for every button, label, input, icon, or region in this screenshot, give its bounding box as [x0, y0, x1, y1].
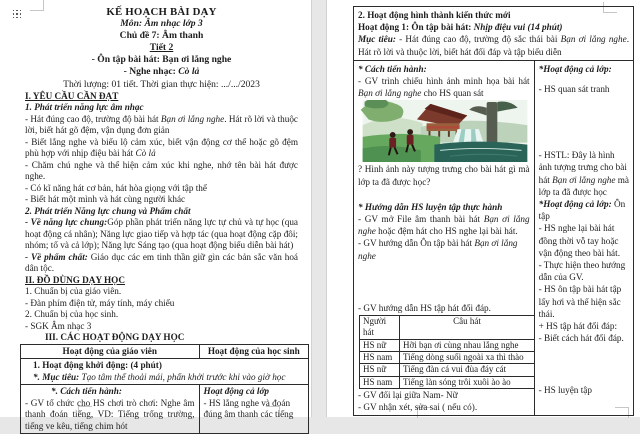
student-action: + HS tập hát đối đáp: — [538, 321, 618, 332]
singer-cell: HS nữ — [360, 339, 400, 351]
student-cell — [199, 385, 308, 434]
teacher-action: - GV đổi lại giữa Nam- Nữ — [358, 389, 458, 400]
activities-table — [20, 344, 309, 434]
student-action: - HS ôn tập bài hát tập lấy hơi và thể hiện sắc thái. — [538, 284, 622, 319]
class-activity-line — [539, 198, 629, 222]
paragraph — [25, 114, 298, 137]
text-run: - HSTL: Đây là hình ảnh tượng trưng cho bài hát — [538, 150, 627, 185]
activity-goal — [358, 33, 629, 57]
paragraph: - SGK Âm nhạc 3 — [25, 320, 92, 331]
goal-label: Mục tiêu: — [358, 34, 396, 45]
listening-line — [25, 66, 298, 78]
requirements-section — [25, 91, 298, 344]
teacher-action — [358, 75, 530, 99]
lyric-header: Câu hát — [400, 316, 535, 340]
section-2-heading: II. ĐỒ DÙNG DẠY HỌC — [25, 274, 125, 285]
text-run: - GV mở File âm thanh bài hát — [358, 214, 484, 225]
teacher-action — [358, 213, 530, 237]
paragraph: 1. Chuẩn bị của giáo viên. — [25, 286, 122, 297]
practice-guide-label: * Hướng dẫn HS luyện tập thực hành — [358, 201, 503, 212]
method-label: * Cách tiến hành: — [358, 63, 427, 74]
text-run: mà lớp ta đã được học — [538, 174, 629, 197]
warmup-cell — [21, 359, 309, 385]
song-lyrics-table — [359, 315, 535, 389]
text-run: . Hát rõ lời và thuộc lời, biết hát đối đáp và tập biểu diễn — [358, 34, 629, 57]
question-line: ? Hình ảnh này tượng trưng cho bài hát gì mà lớp ta đã được học? — [358, 164, 530, 187]
class-activity-label: Hoạt động cả lớp — [203, 386, 269, 397]
page-right — [326, 0, 640, 417]
student-action: - HS nghe lại bài hát đồng thời vỗ tay hoặc vận động theo bài hát. — [538, 223, 620, 258]
text-run: - Biết lắng nghe và biểu lộ cảm xúc, biết vận động cơ thể hoặc gõ đệm phù hợp với nhịp điệu bài hát — [25, 136, 298, 159]
topic-line: Chủ đề 7: Âm thanh — [119, 30, 204, 42]
class-activity-label: *Hoạt động cả lớp: — [538, 63, 612, 74]
lesson-number: Tiết 2 — [149, 42, 174, 54]
lyrics-row — [360, 376, 535, 388]
detail-row — [354, 60, 634, 415]
lyric-cell: Tiếng dòng suối ngoài xa thì thào — [400, 351, 535, 363]
lyrics-row — [360, 351, 535, 363]
label-run: - Về năng lực chung: — [25, 217, 108, 228]
singer-cell: HS nữ — [360, 364, 400, 376]
student-action: - Biết cách hát đối đáp. — [538, 333, 624, 344]
song-title-run: Bạn ơi lắng nghe — [358, 238, 518, 261]
section-1-heading: I. YÊU CẦU CẦN ĐẠT — [25, 90, 119, 101]
teacher-action: - GV nhận xét, sửa sai ( nếu có). — [358, 402, 478, 413]
paragraph: - Biết hát một mình và hát cùng người khác — [25, 194, 186, 205]
text-run: - GV hướng dẫn Ôn tập bài hát — [358, 238, 475, 249]
paragraph: - Có kĩ năng hát cơ bản, hát hòa giọng với tập thể — [25, 182, 207, 193]
text-run: - GV trình chiếu hình ảnh minh họa bài hát — [358, 76, 530, 87]
activity-2-title: 2. Hoạt động hình thành kiến thức mới — [358, 10, 511, 20]
warmup-title: 1. Hoạt động khởi động: (4 phút) — [33, 360, 162, 371]
student-action: - HS luyện tập — [538, 385, 592, 396]
lyric-cell: Tiếng làn sóng trôi xuôi ào ào — [400, 376, 535, 388]
method-label: *. Cách tiến hành: — [51, 386, 122, 397]
song-title-run: Bạn ơi lắng nghe — [358, 214, 530, 237]
text-run: Ôn tập — [538, 199, 626, 222]
paragraph: 2. Chuẩn bị của học sinh. — [25, 309, 119, 320]
singer-cell: HS nam — [360, 351, 400, 363]
paragraph — [25, 137, 298, 160]
new-knowledge-cell — [354, 7, 634, 61]
paragraph — [25, 252, 298, 275]
doc-title: KẾ HOẠCH BÀI DẠY — [106, 6, 217, 18]
text-run: Giáo dục các em tinh thần giữ gìn các bản sắc văn hoá dân tộc. — [25, 251, 298, 274]
student-action: - Thực hiện theo hướng dẫn của GV. — [538, 260, 626, 283]
text-run: - Hát đúng cao độ, trường độ bài hát — [25, 113, 161, 124]
text-run: hoặc đệm hát cho HS nghe lại bài hát. — [375, 226, 518, 237]
song-title-run: Bạn ơi lắng nghe — [160, 113, 225, 124]
lyric-cell: Hỡi bạn ơi cùng nhau lắng nghe — [400, 339, 535, 351]
student-action: - HS lắng nghe và đoán đúng âm thanh các tiếng — [203, 397, 294, 420]
subject-line: Môn: Âm nhạc lớp 3 — [120, 18, 203, 30]
lesson-plan-header — [25, 6, 298, 91]
song-title-run: Bạn ơi lắng nghe — [358, 88, 422, 99]
text-run: . Hát rõ lời và thuộc lời, biết hát gõ đệm, vận dụng đơn giản — [25, 113, 298, 136]
student-activity-header: Hoạt động của học sinh — [199, 344, 308, 359]
label-run: - Về phẩm chất: — [25, 251, 88, 262]
lyric-cell: Tiếng đàn cá vui đùa đáy cát — [400, 364, 535, 376]
singer-header: Người hát — [360, 316, 400, 340]
teacher-action: - GV hướng dẫn HS tập hát đối đáp. — [358, 302, 491, 313]
student-action: - HS quan sát tranh — [538, 84, 610, 95]
review-song-line: - Ôn tập bài hát: Bạn ơi lắng nghe — [91, 54, 232, 66]
text-run: cho HS quan sát — [421, 88, 484, 99]
duration-line: Thời lượng: 01 tiết. Thời gian thực hiện: .../.../2023 — [63, 78, 260, 90]
label-run: *Hoạt động cả lớp: — [538, 199, 612, 210]
singer-cell: HS nam — [360, 376, 400, 388]
activity-label: Hoạt động 1: Ôn tập bài hát: — [358, 22, 474, 33]
activities-table-continued — [353, 6, 634, 416]
lyrics-row — [360, 364, 535, 376]
paragraph: - Chăm chú nghe và thể hiện cảm xúc khi nghe, nhớ tên bài hát được nghe. — [25, 159, 298, 182]
listening-label: - Nghe nhạc: — [123, 66, 179, 78]
new-knowledge-row — [354, 7, 634, 61]
text-run: - Hát đúng cao độ, trường độ sắc thái bài — [395, 34, 561, 45]
activity-song: Nhịp điệu vui (14 phút) — [473, 22, 563, 33]
table-header-row — [21, 344, 309, 359]
section-1-2-heading: 2. Phát triển Năng lực chung và Phẩm chất — [25, 205, 191, 216]
song-title-run: Cò lả — [135, 148, 156, 159]
paragraph: - Đàn phím điện tử, máy tính, máy chiếu — [25, 297, 175, 308]
goal-label: *. Mục tiêu: — [33, 371, 80, 382]
paragraph — [25, 217, 298, 252]
goal-text: Tạo tâm thế thoải mái, phấn khởi trước khi vào giờ học — [79, 371, 286, 382]
teacher-action — [358, 237, 530, 261]
lyrics-row — [360, 339, 535, 351]
student-cell — [534, 60, 633, 415]
listening-song: Cò lả — [178, 66, 200, 78]
warmup-detail-row — [21, 385, 309, 434]
song-title-run: Bạn ơi lắng nghe — [560, 34, 627, 45]
teacher-cell — [21, 385, 200, 434]
section-3-heading: III. CÁC HOẠT ĐỘNG DẠY HỌC — [45, 332, 185, 343]
page-left — [0, 0, 312, 431]
text-run: Góp phần phát triển năng lực tự chủ và tự học (qua hoạt động cá nhân); Năng lực giao tiếp và hợp tác (qua hoạt động cặp đôi; nhóm; tổ và cả lớp); Năng lực Sáng tạo (qua hoạt động biểu diễn bài hát) — [25, 217, 298, 251]
teacher-activity-header: Hoạt động của giáo viên — [21, 344, 200, 359]
section-1-1-heading: 1. Phát triển năng lực âm nhạc — [25, 102, 144, 113]
lyrics-header-row — [360, 316, 535, 340]
student-answer — [539, 149, 629, 198]
activity-1-subtitle — [358, 21, 629, 33]
teacher-action: - GV tổ chức cho HS chơi trò chơi: Nghe âm thanh đoán tiếng, VD: Tiếng trống trường, tiếng ve kêu, tiếng chim hót — [25, 397, 195, 431]
warmup-goal — [25, 372, 304, 384]
song-illustration — [360, 100, 530, 162]
teacher-cell — [354, 60, 535, 415]
song-title-run: Bạn ơi lắng nghe — [552, 174, 616, 185]
warmup-row — [21, 359, 309, 385]
